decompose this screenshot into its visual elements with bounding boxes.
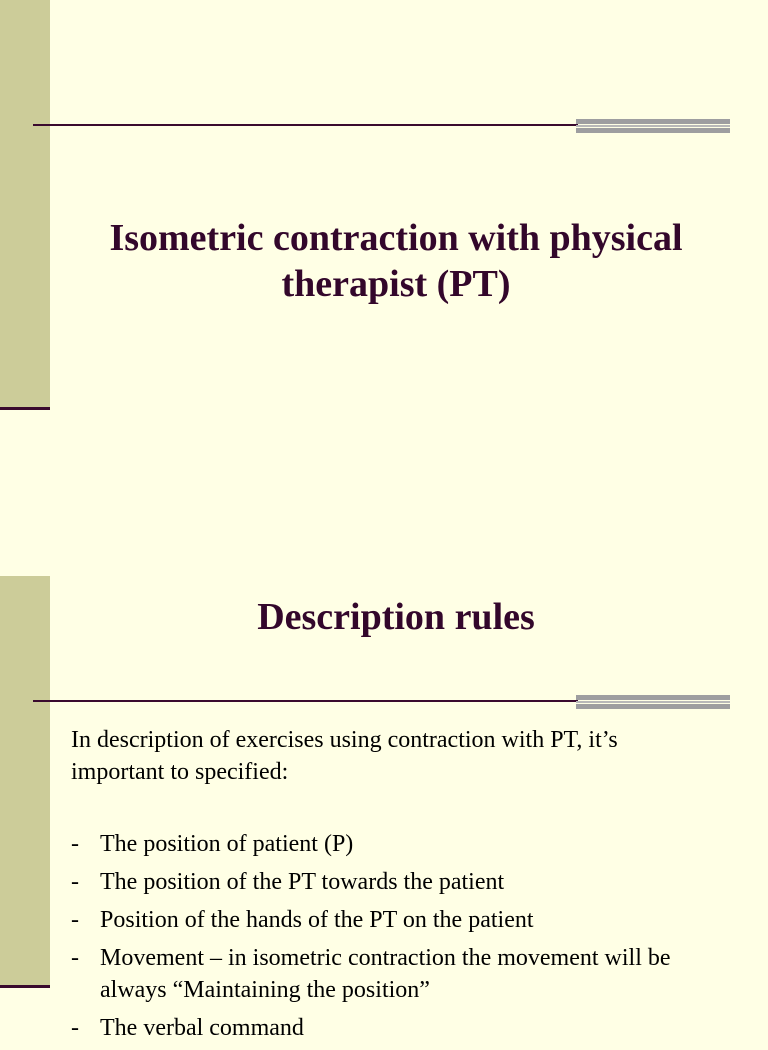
rule-accent-block [576, 119, 730, 133]
side-bar-accent [0, 407, 50, 410]
slide-2 [0, 576, 768, 1041]
list-item [71, 904, 731, 936]
list-item-text: The verbal command [100, 1015, 304, 1041]
side-bar-accent [0, 985, 50, 988]
intro-line-1: In description of exercises using contraction with PT, it’s [71, 727, 618, 753]
rule-accent-block [576, 695, 730, 709]
list-item [71, 828, 731, 860]
title-rule [33, 700, 578, 702]
list-item-text: The position of the PT towards the patient [100, 869, 505, 895]
intro-text [71, 724, 711, 788]
slide-gap [0, 560, 768, 576]
list-dash: - [71, 907, 79, 933]
list-item [71, 866, 731, 898]
list-item [71, 942, 731, 1006]
list-item-text: Movement – in isometric contraction the movement will be always “Maintaining the position” [100, 945, 671, 1003]
rules-list [71, 828, 731, 1050]
list-dash: - [71, 945, 79, 971]
list-item [71, 1012, 731, 1044]
slide-title [60, 215, 732, 307]
list-dash: - [71, 1015, 79, 1041]
list-item-text: Position of the hands of the PT on the patient [100, 907, 534, 933]
title-line-1: Isometric contraction with physical [109, 217, 683, 259]
list-dash: - [71, 831, 79, 857]
title-rule [33, 124, 578, 126]
list-item-text: The position of patient (P) [100, 831, 354, 857]
slide-side-bar [0, 0, 50, 410]
title-line-2: therapist (PT) [281, 263, 511, 305]
intro-line-2: important to specified: [71, 759, 289, 785]
slide-title: Description rules [257, 596, 535, 638]
slide-side-bar [0, 576, 50, 986]
list-dash: - [71, 869, 79, 895]
